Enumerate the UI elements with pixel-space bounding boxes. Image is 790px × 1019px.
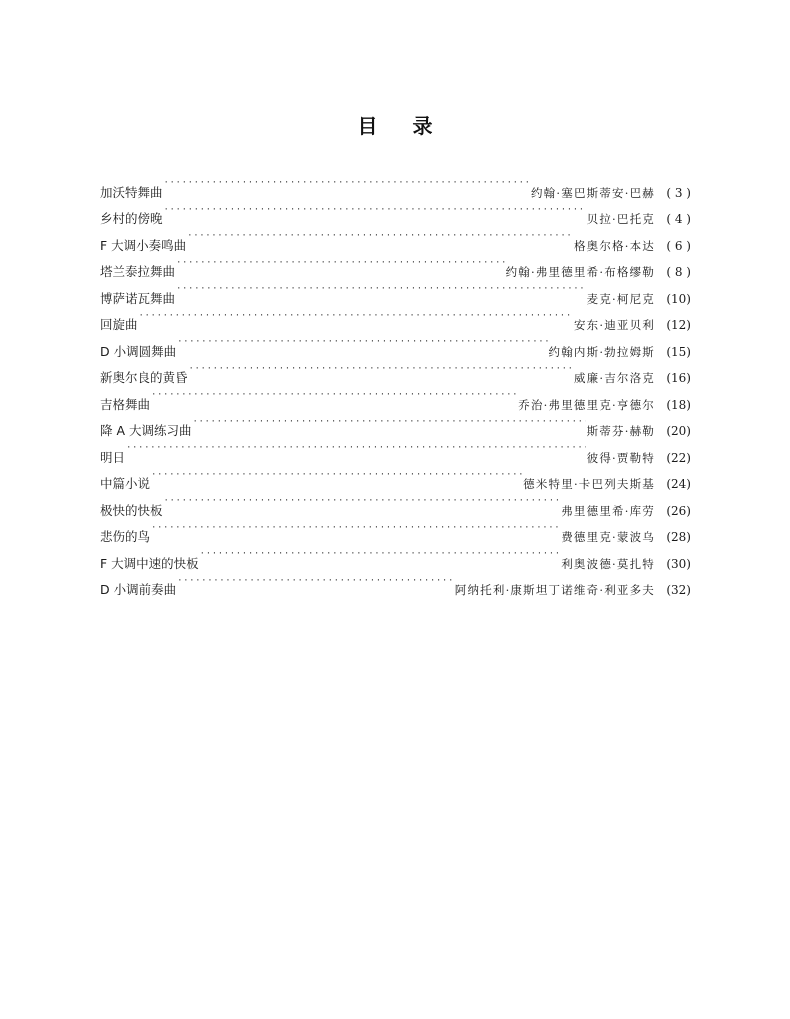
toc-leader-dots [177, 568, 454, 595]
toc-piece-title: D 小调圆舞曲 [100, 343, 177, 359]
toc-page-number: (15) [666, 344, 691, 359]
toc-piece-title: 乡村的傍晚 [100, 211, 163, 226]
toc-entry [100, 170, 691, 200]
toc-composer: 约翰·弗里德里希·布格缪勒 [505, 265, 655, 279]
toc-page-number: ( 4 ) [666, 212, 691, 226]
toc-piece-title: F 大调小奏鸣曲 [100, 237, 187, 253]
toc-composer: 安东·迪亚贝利 [573, 318, 655, 332]
toc-page-number: (10) [666, 291, 691, 306]
toc-composer: 弗里德里希·库劳 [561, 503, 655, 518]
toc-piece-title: 回旋曲 [100, 317, 138, 332]
toc-composer: 贝拉·巴托克 [586, 212, 655, 226]
toc-leader-dots [164, 170, 530, 197]
toc-piece-title: 悲伤的鸟 [100, 529, 151, 544]
toc-page-number: (16) [666, 371, 691, 385]
toc-title: 目 录 [357, 114, 447, 138]
toc-leader-dots [151, 382, 517, 409]
toc-leader-dots [164, 488, 561, 515]
toc-leader-dots [193, 409, 586, 436]
toc-composer: 德米特里·卡巴列夫斯基 [523, 477, 655, 491]
toc-leader-dots [151, 515, 560, 542]
toc-piece-title: 加沃特舞曲 [100, 184, 163, 200]
toc-composer: 约翰内斯·勃拉姆斯 [548, 344, 655, 359]
toc-leader-dots [176, 250, 505, 277]
toc-piece-title: 塔兰泰拉舞曲 [100, 264, 176, 279]
toc-page-number: (30) [666, 556, 691, 571]
toc-page-number: (20) [666, 424, 691, 438]
toc-composer: 格奥尔格·本达 [573, 238, 655, 253]
toc-page-number: ( 8 ) [666, 265, 691, 279]
toc-leader-dots [189, 356, 573, 383]
toc-page-number: (32) [666, 583, 691, 597]
toc-page-number: (12) [666, 318, 691, 332]
toc-composer: 斯蒂芬·赫勒 [586, 424, 655, 438]
toc-composer: 利奥波德·莫扎特 [561, 556, 655, 571]
toc-page-number: (28) [666, 530, 691, 544]
toc-composer: 威廉·吉尔洛克 [573, 371, 655, 385]
toc-piece-title: 吉格舞曲 [100, 396, 151, 412]
toc-piece-title: D 小调前奏曲 [100, 582, 177, 597]
toc-page-number: (18) [666, 397, 691, 412]
toc-piece-title: 降 A 大调练习曲 [100, 423, 192, 438]
toc-leader-dots [176, 276, 586, 303]
toc-piece-title: 极快的快板 [100, 502, 163, 518]
toc-piece-title: 新奥尔良的黄昏 [100, 370, 188, 385]
toc-page-number: ( 6 ) [666, 238, 691, 253]
toc-composer: 彼得·贾勒特 [586, 450, 655, 465]
toc-leader-dots [200, 541, 561, 568]
toc-leader-dots [151, 462, 522, 489]
toc-piece-title: F 大调中速的快板 [100, 555, 199, 571]
toc-leader-dots [164, 197, 586, 224]
toc-page-number: (26) [666, 503, 691, 518]
toc-leader-dots [177, 329, 547, 356]
toc-page-number: (22) [666, 450, 691, 465]
toc-page-number: (24) [666, 477, 691, 491]
toc-composer: 麦克·柯尼克 [586, 291, 655, 306]
toc-piece-title: 中篇小说 [100, 476, 151, 491]
toc-leader-dots [126, 435, 586, 462]
toc-leader-dots [187, 223, 573, 250]
toc-piece-title: 明日 [100, 449, 126, 465]
toc-leader-dots [139, 303, 573, 330]
toc-page-number: ( 3 ) [666, 185, 691, 200]
toc-list [100, 170, 691, 597]
toc-composer: 阿纳托利·康斯坦丁诺维奇·利亚多夫 [454, 583, 655, 597]
toc-piece-title: 博萨诺瓦舞曲 [100, 290, 176, 306]
toc-composer: 乔治·弗里德里克·亨德尔 [518, 397, 655, 412]
toc-composer: 约翰·塞巴斯蒂安·巴赫 [530, 185, 655, 200]
toc-composer: 费德里克·蒙波乌 [561, 530, 655, 544]
